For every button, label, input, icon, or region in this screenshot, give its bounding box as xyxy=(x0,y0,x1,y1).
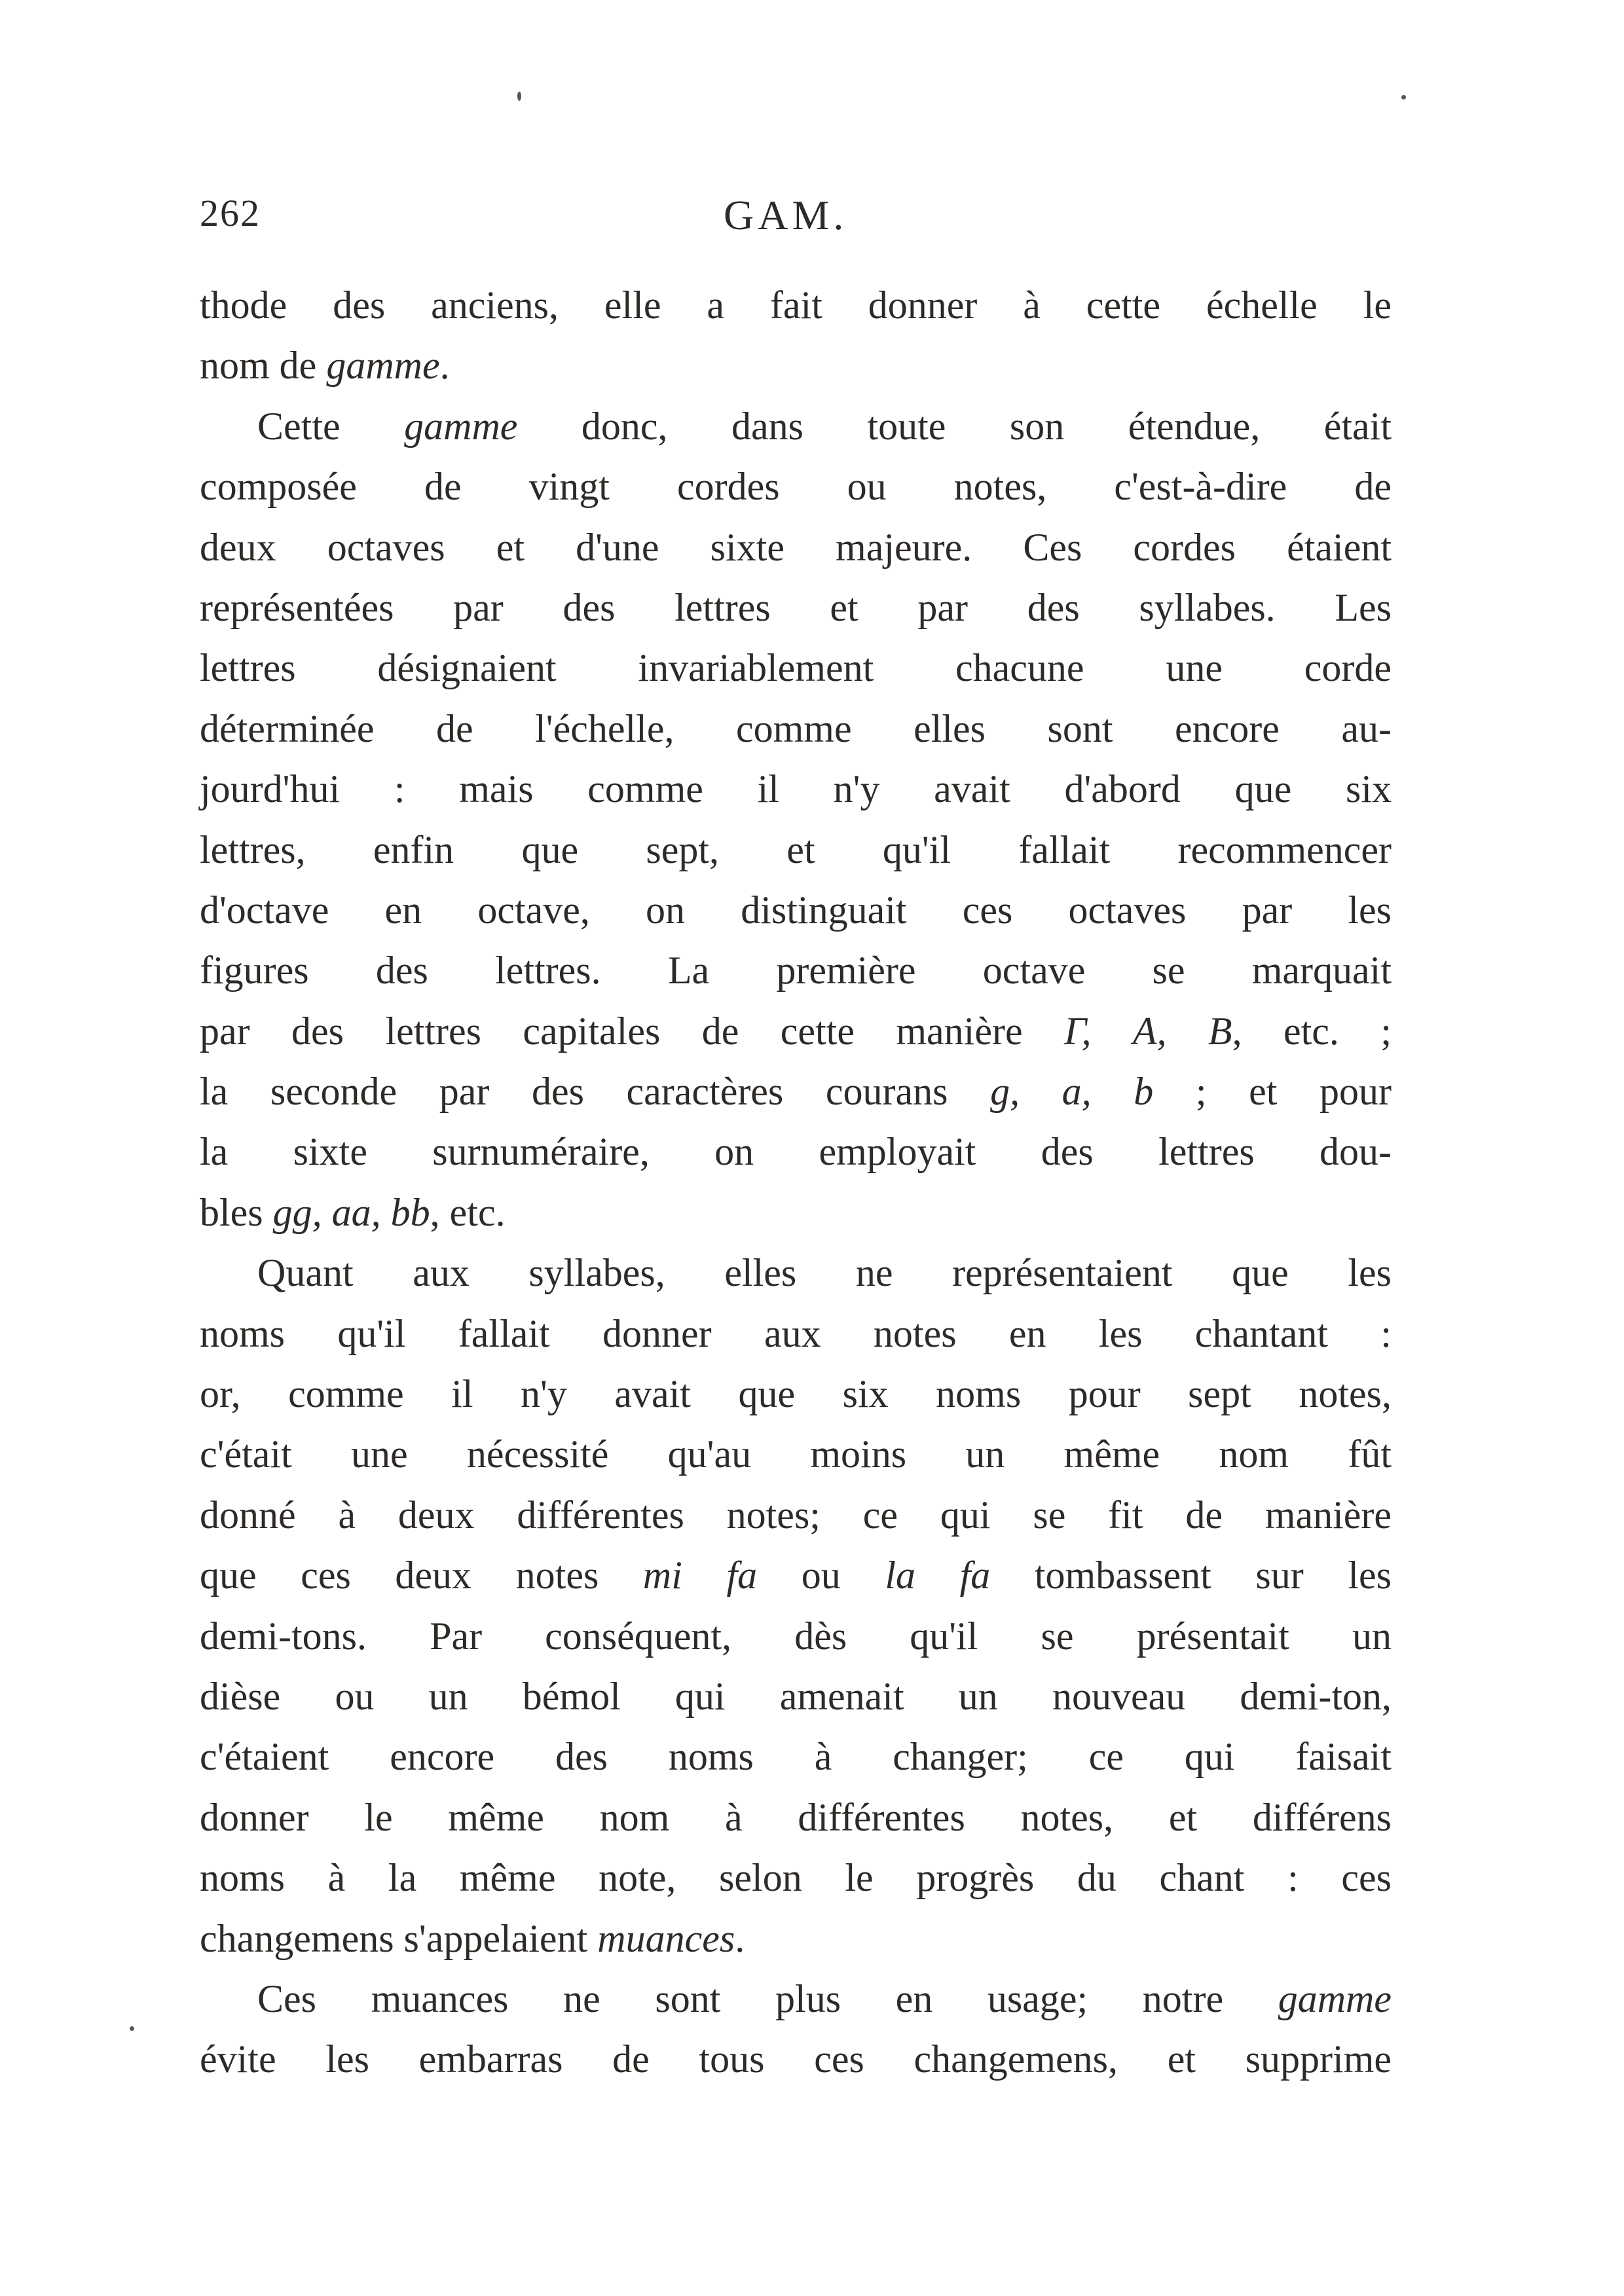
text-segment: lettres désignaient invariablement chacune une corde xyxy=(200,646,1392,690)
italic-term: gamme xyxy=(1278,1977,1392,2020)
text-segment: demi-tons. Par conséquent, dès qu'il se présentait un xyxy=(200,1614,1392,1658)
text-segment: deux octaves et d'une sixte majeure. Ces cordes étaient xyxy=(200,525,1392,569)
text-segment: donner le même nom à différentes notes, et différens xyxy=(200,1795,1392,1839)
text-line xyxy=(200,1121,1392,1182)
text-segment: nom de xyxy=(200,344,327,388)
text-segment: que ces deux notes xyxy=(200,1554,643,1597)
text-segment: lettres, enfin que sept, et qu'il fallait recommencer xyxy=(200,828,1392,871)
italic-term: Γ, A, B xyxy=(1064,1009,1232,1053)
text-line xyxy=(200,577,1392,638)
italic-term: gamme xyxy=(404,404,518,448)
text-line xyxy=(200,335,1392,395)
text-line xyxy=(200,1726,1392,1787)
text-segment: , etc. ; xyxy=(1232,1009,1392,1053)
text-segment: évite les embarras de tous ces changemens, et supprime xyxy=(200,2037,1392,2081)
text-segment: ou xyxy=(757,1554,885,1597)
text-line xyxy=(200,1243,1392,1303)
text-segment: , etc. xyxy=(430,1190,506,1234)
text-segment: changemens s'appelaient xyxy=(200,1916,598,1960)
text-segment: Quant aux syllabes, elles ne représentaient que les xyxy=(257,1251,1392,1295)
text-line xyxy=(200,1061,1392,1121)
text-line xyxy=(200,638,1392,698)
text-segment: jourd'hui : mais comme il n'y avait d'abord que six xyxy=(200,767,1392,811)
text-line xyxy=(200,940,1392,1000)
text-segment: Cette xyxy=(257,404,405,448)
text-segment: noms à la même note, selon le progrès du chant : ces xyxy=(200,1856,1392,1900)
text-line xyxy=(200,1364,1392,1424)
page-number: 262 xyxy=(200,192,261,234)
text-line xyxy=(200,456,1392,517)
text-segment: composée de vingt cordes ou notes, c'est-à-dire de xyxy=(200,465,1392,509)
text-segment: figures des lettres. La première octave se marquait xyxy=(200,949,1392,993)
text-segment: c'étaient encore des noms à changer; ce qui faisait xyxy=(200,1735,1392,1779)
text-line xyxy=(200,1485,1392,1545)
text-line xyxy=(200,820,1392,880)
text-segment: d'octave en octave, on distinguait ces octaves par les xyxy=(200,888,1392,932)
text-line xyxy=(200,1908,1392,1969)
text-line xyxy=(200,880,1392,940)
scan-speck xyxy=(130,2026,134,2031)
text-segment: tombassent sur les xyxy=(990,1554,1392,1597)
text-line xyxy=(200,699,1392,759)
italic-term: mi fa xyxy=(642,1554,758,1597)
text-line xyxy=(200,396,1392,456)
text-segment: . xyxy=(439,344,450,388)
text-segment: dièse ou un bémol qui amenait un nouveau demi-ton, xyxy=(200,1674,1392,1718)
text-segment: la sixte surnuméraire, on employait des lettres dou- xyxy=(200,1130,1392,1174)
text-line xyxy=(200,759,1392,819)
text-segment: déterminée de l'échelle, comme elles sont encore au- xyxy=(200,706,1392,750)
text-line xyxy=(200,1545,1392,1605)
text-line xyxy=(200,1787,1392,1848)
text-segment: donc, dans toute son étendue, était xyxy=(517,404,1392,448)
text-segment: thode des anciens, elle a fait donner à cette échelle le xyxy=(200,283,1392,327)
text-line xyxy=(200,1001,1392,1061)
scan-speck xyxy=(1401,95,1406,100)
text-segment: . xyxy=(735,1916,745,1960)
text-segment: noms qu'il fallait donner aux notes en les chantant : xyxy=(200,1311,1392,1355)
italic-term: gamme xyxy=(326,344,440,388)
text-segment: or, comme il n'y avait que six noms pour sept notes, xyxy=(200,1372,1392,1416)
text-line xyxy=(200,1303,1392,1364)
text-line xyxy=(200,1848,1392,1908)
text-segment: donné à deux différentes notes; ce qui se fit de manière xyxy=(200,1493,1392,1537)
text-line xyxy=(200,1969,1392,2029)
text-segment: par des lettres capitales de cette manière xyxy=(200,1009,1064,1053)
text-line xyxy=(200,1182,1392,1243)
text-segment: représentées par des lettres et par des syllabes. Les xyxy=(200,585,1392,629)
italic-term: gg, aa, bb xyxy=(272,1190,430,1234)
text-line xyxy=(200,1606,1392,1666)
italic-term: g, a, b xyxy=(990,1070,1154,1114)
text-segment: Ces muances ne sont plus en usage; notre xyxy=(257,1977,1278,2020)
text-line xyxy=(200,517,1392,577)
text-line xyxy=(200,1666,1392,1726)
text-line xyxy=(200,2029,1392,2089)
running-head: GAM. xyxy=(724,192,848,238)
italic-term: muances xyxy=(597,1916,735,1960)
text-segment: ; et pour xyxy=(1153,1070,1392,1114)
text-segment: c'était une nécessité qu'au moins un même nom fût xyxy=(200,1432,1392,1476)
text-segment: la seconde par des caractères courans xyxy=(200,1070,991,1114)
italic-term: la fa xyxy=(885,1554,991,1597)
text-segment: bles xyxy=(200,1190,273,1234)
text-line xyxy=(200,275,1392,335)
text-line xyxy=(200,1424,1392,1484)
body-text xyxy=(200,275,1392,2090)
scan-speck xyxy=(517,92,521,101)
